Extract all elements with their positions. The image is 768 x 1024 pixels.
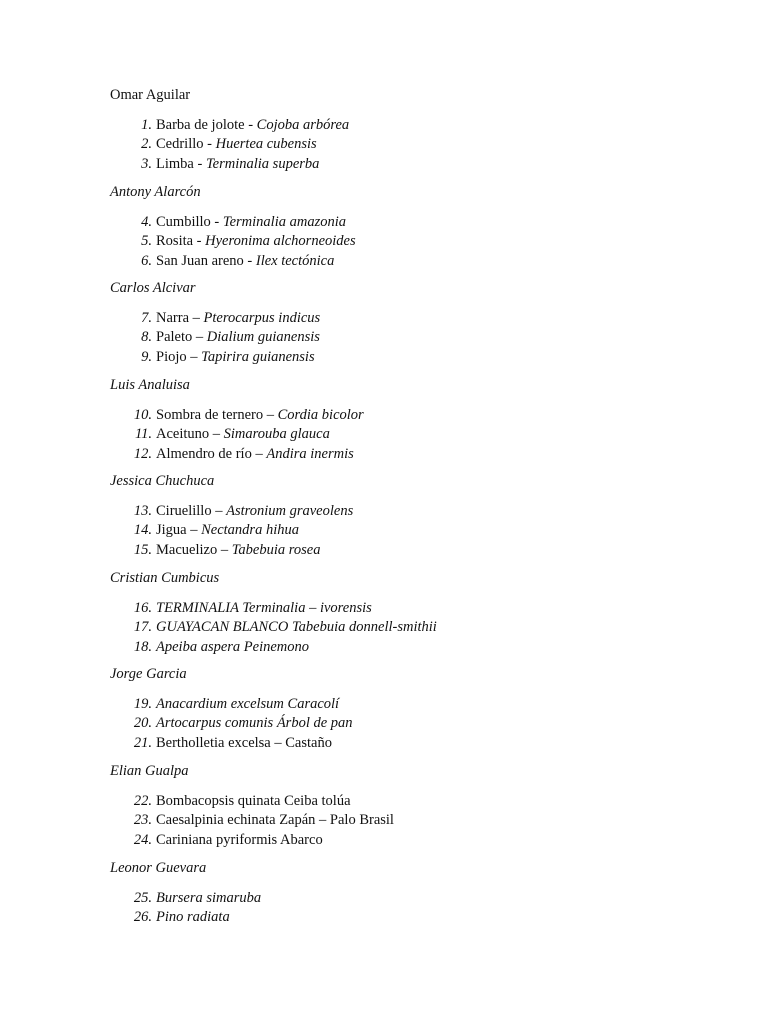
scientific-name: Apeiba aspera Peinemono (156, 638, 310, 655)
item-text (156, 521, 299, 540)
scientific-name: Anacardium excelsum Caracolí (156, 696, 340, 712)
item-text (156, 155, 319, 174)
list-number: 2. (141, 136, 152, 153)
item-text (156, 135, 317, 154)
item-text (156, 445, 354, 464)
list-number: 25. (133, 890, 152, 906)
list-number: 3. (141, 155, 152, 172)
item-text (156, 889, 261, 908)
common-name: Paleto – (156, 329, 207, 346)
item-text (156, 792, 351, 811)
scientific-name: Astronium graveolens (226, 503, 354, 519)
list-number: 21. (133, 734, 152, 751)
item-text (156, 309, 320, 328)
list-number: 17. (133, 619, 152, 636)
item-text (156, 714, 353, 733)
list-number: 11. (134, 426, 152, 443)
list-number: 26. (133, 909, 152, 926)
common-name: Aceituno – (156, 426, 224, 443)
list-number: 12. (133, 445, 152, 462)
common-name: Narra – (156, 310, 204, 326)
list-number: 9. (141, 348, 152, 365)
item-text (156, 348, 315, 367)
list-number: 4. (141, 214, 152, 230)
item-text (156, 599, 372, 618)
common-name: Almendro de río – (156, 445, 267, 462)
list-number: 5. (141, 233, 152, 250)
group-heading: Cristian Cumbicus (110, 570, 220, 586)
common-name: Ciruelillo – (156, 503, 227, 519)
common-name: Cumbillo - (156, 214, 223, 230)
common-name: Rosita - (156, 233, 206, 250)
item-text (156, 232, 356, 251)
item-text (156, 213, 346, 232)
item-text (156, 406, 364, 425)
item-text (156, 734, 332, 753)
list-number: 6. (141, 252, 152, 269)
item-text (156, 638, 309, 657)
scientific-name: Dialium guianensis (206, 329, 320, 346)
common-name: Sombra de ternero – (156, 407, 278, 423)
item-text (156, 541, 320, 560)
item-text (156, 502, 353, 521)
scientific-name: Terminalia superba (205, 155, 320, 172)
common-name: Jigua – (156, 522, 202, 539)
common-name: Bombacopsis quinata Ceiba tolúa (156, 793, 351, 809)
common-name: Cariniana pyriformis Abarco (156, 831, 323, 848)
scientific-name: GUAYACAN BLANCO Tabebuia donnell-smithii (156, 619, 437, 636)
item-text (156, 908, 230, 927)
scientific-name: Terminalia amazonia (222, 214, 347, 230)
scientific-name: Cojoba arbórea (256, 117, 350, 133)
list-number: 8. (141, 329, 152, 346)
common-name: Macuelizo – (156, 541, 232, 558)
group-heading: Luis Analuisa (110, 377, 190, 393)
list-number: 23. (133, 812, 152, 829)
list-number: 10. (133, 407, 152, 423)
scientific-name: Huertea cubensis (215, 136, 317, 153)
common-name: Caesalpinia echinata Zapán – Palo Brasil (156, 812, 394, 829)
list-number: 18. (133, 638, 152, 655)
scientific-name: Simarouba glauca (223, 426, 330, 443)
common-name: Limba - (156, 155, 206, 172)
group-heading: Jorge Garcia (110, 666, 187, 682)
common-name: Bertholletia excelsa – Castaño (156, 734, 332, 751)
list-number: 1. (141, 117, 152, 133)
list-number: 7. (141, 310, 152, 326)
item-text (156, 425, 330, 444)
list-number: 14. (133, 522, 152, 539)
scientific-name: Cordia bicolor (277, 407, 364, 423)
group-heading: Antony Alarcón (110, 184, 201, 200)
group-heading: Jessica Chuchuca (110, 473, 215, 489)
group-heading: Carlos Alcivar (110, 280, 196, 296)
scientific-name: Tabebuia rosea (231, 541, 321, 558)
common-name: San Juan areno - (156, 252, 256, 269)
list-number: 19. (133, 696, 152, 712)
group-heading: Omar Aguilar (110, 87, 191, 103)
scientific-name: Artocarpus comunis Árbol de pan (156, 715, 353, 732)
scientific-name: Ilex tectónica (255, 252, 335, 269)
scientific-name: Andira inermis (266, 445, 354, 462)
item-text (156, 695, 339, 714)
list-number: 24. (133, 831, 152, 848)
list-number: 20. (133, 715, 152, 732)
list-number: 22. (133, 793, 152, 809)
scientific-name: Pino radiata (156, 909, 230, 926)
group-heading: Elian Gualpa (110, 763, 189, 779)
common-name: Barba de jolote - (156, 117, 257, 133)
item-text (156, 811, 394, 830)
list-number: 16. (133, 600, 152, 616)
item-text (156, 618, 437, 637)
common-name: Piojo – (156, 348, 202, 365)
list-number: 15. (133, 541, 152, 558)
item-text (156, 328, 320, 347)
scientific-name: Nectandra hihua (201, 522, 299, 539)
list-number: 13. (133, 503, 152, 519)
scientific-name: Bursera simaruba (156, 890, 262, 906)
scientific-name: Pterocarpus indicus (203, 310, 321, 326)
scientific-name: Hyeronima alchorneoides (205, 233, 356, 250)
item-text (156, 252, 334, 271)
item-text (156, 831, 323, 850)
scientific-name: Tapirira guianensis (201, 348, 315, 365)
scientific-name: TERMINALIA Terminalia – ivorensis (156, 600, 372, 616)
item-text (156, 116, 349, 135)
common-name: Cedrillo - (156, 136, 216, 153)
group-heading: Leonor Guevara (110, 860, 207, 876)
